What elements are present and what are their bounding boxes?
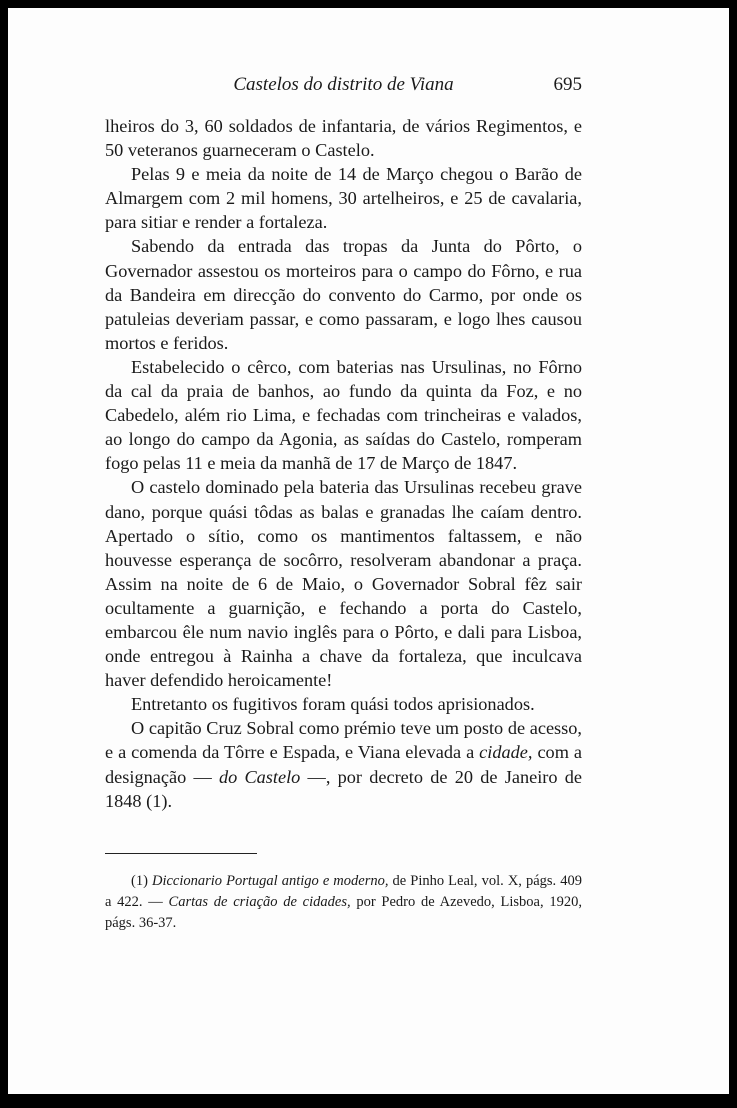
paragraph-7-part-c: —, por decreto de 20 de Janeiro de 1848 (1).: [105, 766, 582, 811]
body-text: [105, 114, 582, 813]
paragraph-1: lheiros do 3, 60 soldados de infantaria, de vários Regimentos, e 50 veteranos guarneceram o Castelo.: [105, 116, 582, 161]
paragraph-7: [105, 716, 582, 812]
footnote-1: [105, 871, 582, 934]
italic-cidade: cidade,: [479, 742, 533, 763]
footnote-text-1: de Pinho Leal, vol. X, págs. 409 a 422. —: [105, 873, 582, 910]
paragraph-2: Pelas 9 e meia da noite de 14 de Março chegou o Barão de Almargem com 2 mil homens, 30 artelheiros, e 25 de cavalaria, para sitiar e render a fortaleza.: [105, 164, 582, 233]
footnotes: [105, 871, 582, 934]
paragraph-7-part-a: O capitão Cruz Sobral como prémio teve um posto de acesso, e a comenda da Tôrre e Espada, e Viana elevada a: [105, 718, 582, 763]
footnote-divider: [105, 853, 257, 854]
paragraph-3: Sabendo da entrada das tropas da Junta do Pôrto, o Governador assestou os morteiros para o campo do Fôrno, e rua da Bandeira em direcção do convento do Carmo, por onde os patuleias deveriam passar, e como passaram, e logo lhes causou mortos e feridos.: [105, 236, 582, 353]
paragraph-7-part-b: com a designação —: [105, 742, 582, 787]
italic-do-castelo: do Castelo: [218, 766, 301, 787]
paragraph-6: Entretanto os fugitivos foram quási todos aprisionados.: [131, 694, 535, 715]
paragraph-4: Estabelecido o cêrco, com baterias nas Ursulinas, no Fôrno da cal da praia de banhos, ao fundo da quinta da Foz, e no Cabedelo, além rio Lima, e fechadas com trincheiras e valados, ao longo do campo da Agonia, as saídas do Castelo, romperam fogo pelas 11 e meia da manhã de 17 de Março de 1847.: [105, 356, 582, 474]
footnote-marker: (1): [131, 873, 152, 889]
running-title: Castelos do distrito de Viana: [233, 74, 454, 95]
page-number: 695: [553, 74, 582, 95]
page-header: [105, 74, 582, 102]
footnote-title-1: Diccionario Portugal antigo e moderno,: [151, 873, 389, 889]
footnote-text-2: por Pedro de Azevedo, Lisboa, 1920, págs. 36-37.: [105, 894, 582, 931]
footnote-title-2: Cartas de criação de cidades,: [168, 894, 351, 910]
paragraph-5: O castelo dominado pela bateria das Ursulinas recebeu grave dano, porque quási tôdas as balas e granadas lhe caíam dentro. Apertado o sítio, como os mantimentos faltassem, e não houvesse esperança de socôrro, resolveram abandonar a praça. Assim na noite de 6 de Maio, o Governador Sobral fêz sair ocultamente a guarnição, e fechando a porta do Castelo, embarcou êle num navio inglês para o Pôrto, e dali para Lisboa, onde entregou à Rainha a chave da fortaleza, que inculcava haver defendido heroicamente!: [105, 477, 582, 691]
